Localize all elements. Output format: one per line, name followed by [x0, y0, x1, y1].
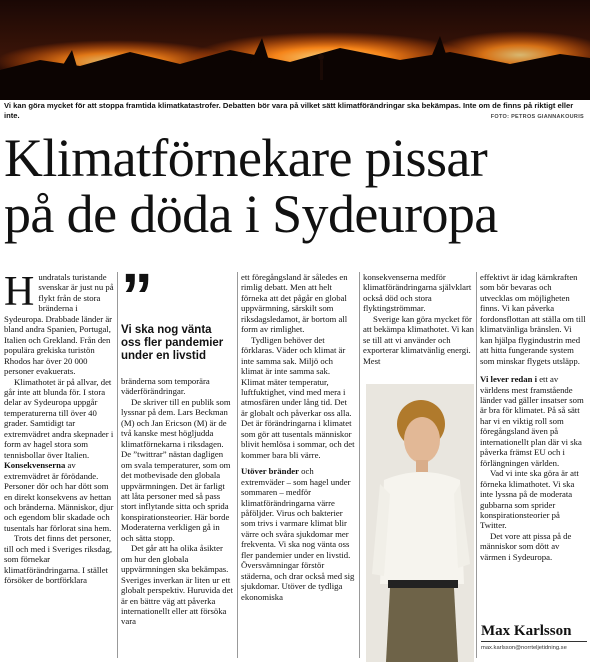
column-divider	[359, 272, 360, 658]
photo-credit: FOTO: PETROS GIANNAKOURIS	[490, 114, 584, 120]
fire-photo-graphic	[0, 0, 590, 100]
quote-mark-icon: ”	[121, 260, 149, 332]
column-4	[363, 272, 475, 366]
header-photo-fire	[0, 0, 590, 100]
paragraph: Tydligen behöver det förklaras. Väder och klimat är inte samma sak. Miljö och klimat är inte samma sak. Klimat mäter temperatur, luftfuktighet, vind med mera i atmosfären under lång tid. Det är globalt och påverkar oss alla. Det är förändringarna i klimatet som gör att tusentals människor blivit hemlösa i sommar, och det kommer bara bli värre.	[241, 334, 355, 460]
paragraph: Det vore att pissa på de människor som dött av värmen i Sydeuropa.	[480, 530, 572, 562]
paragraph: Klimathotet är på allvar, det går inte att blunda för. I stora delar av Sydeuropa uppgår temperaturerna till över 40 grader. Samtidigt tar extremvädret andra skepnader i form av hagel stora som tennisbollar över Italien.	[4, 376, 114, 460]
paragraph: konsekvenserna medför klimatförändringarna självklart också död och stora flyktingströmmar.	[363, 272, 472, 314]
column-3	[241, 272, 355, 602]
paragraph: Utöver bränder och extremväder – som hagel under sommaren – medför klimatförändringarna värre påföljder. Virus och bakterier som trivs i varmare klimat blir värre och svåra sjukdomar mer frekventa. Vi ska nog vänta oss fler pandemier under en livstid. Översvämningar förstör städerna, och drar också med sig sjukdomar. Utöver de tydliga ekonomiska	[241, 466, 355, 602]
column-divider	[237, 272, 238, 658]
author-portrait	[366, 384, 474, 662]
headline-line-1: Klimatförnekare pissar	[4, 128, 488, 188]
paragraph: ett föregångsland är således en rimlig debatt. Men att helt förneka att det pågår en global uppvärmning, särskilt som riksdagsledamot, är bortom all form av rimlighet.	[241, 272, 348, 335]
column-1	[4, 269, 114, 586]
pull-quote	[121, 260, 232, 364]
byline-divider	[481, 641, 587, 642]
pull-quote-text: Vi ska nog vänta oss fler pandemier under en livstid	[121, 324, 224, 363]
headline	[4, 130, 589, 242]
lead-in: Konsekvenserna	[4, 460, 66, 471]
paragraph: Vad vi inte ska göra är att förneka klimathotet. Vi ska inte lyssna på de moderata gubbarna som sprider konspirationsteorier på Twitter.	[480, 468, 579, 531]
author-byline: Max Karlsson	[481, 623, 572, 639]
author-email[interactable]: max.karlsson@norrteljetidning.se	[481, 645, 567, 651]
paragraph: Trots det finns det personer, till och med i Sveriges riksdag, som förnekar klimatförändringarna. I stället försöker de bortförklara	[4, 533, 113, 586]
author-photo	[366, 384, 474, 662]
photo-caption: Vi kan göra mycket för att stoppa framtida klimatkatastrofer. Debatten bör vara på vilket sätt klimatförändringar ska bekämpas. Inte om de finns på riktigt eller inte.	[4, 101, 574, 120]
paragraph: Hundratals turistande svenskar är just nu på flykt från de stora bränderna i Sydeuropa. Drabbade länder är bland andra Spanien, Portugal, Italien och Grekland. Från den populära grekiska turistön Rhodos har över 20 000 personer evakuerats.	[4, 269, 114, 377]
headline-line-2: på de döda i Sydeuropa	[4, 184, 498, 244]
lead-in: Vi lever redan i	[480, 374, 538, 385]
paragraph: Vi lever redan i ett av världens mest framstående länder vad gäller insatser som är bra för klimatet. På så sätt har vi en viktig roll som föregångsland även på internationellt plan där vi ska påverka främst EU och i förlängningen världen.	[480, 374, 584, 468]
drop-cap: H	[4, 269, 35, 315]
column-divider	[117, 272, 118, 658]
column-2	[121, 376, 233, 627]
paragraph: De skriver till en publik som lyssnar på dem. Lars Beckman (M) och Jan Ericson (M) är de två kanske mest högljudda klimatförnekarna i riksdagen. De ”twittrar” nästan dagligen om svala temperaturer, som om det motbevisade den globala uppvärmningen. Det är farligt att låta personer med så pass stort inflytande sitta och sprida konspirationsteorier. Här borde Moderaterna verkligen gå in och sätta stopp.	[121, 396, 231, 543]
paragraph: Sverige kan göra mycket för att bekämpa klimathotet. Vi kan se till att vi använder och exporterar klimatvänlig energi. Mest	[363, 313, 475, 366]
paragraph: bränderna som temporära väderförändringar.	[121, 376, 210, 397]
paragraph: effektivt är idag kärnkraften som bör bevaras och utvecklas om möjligheten finns. Vi kan påverka fordonsflottan att ställa om till klimatvänliga bränslen. Vi kan hjälpa flygindustrin med att hitta fungerande system som minskar flygets utsläpp.	[480, 272, 586, 366]
column-divider	[476, 272, 477, 658]
column-5	[480, 272, 586, 562]
paragraph: Konsekvenserna av extremvädret är förödande. Personer dör och har dött som en direkt konsekvens av hettan och bränderna. Människor, djur och egendom blir skadade och tusentals har förlorat sina hem.	[4, 460, 114, 533]
lead-in: Utöver bränder	[241, 466, 299, 477]
paragraph: Det går att ha olika åsikter om hur den globala uppvärmningen ska bekämpas. Sveriges inverkan är liten ur ett globalt perspektiv. Huruvida det är en bättre väg att påverka internationellt eller att försöka vara	[121, 543, 233, 627]
